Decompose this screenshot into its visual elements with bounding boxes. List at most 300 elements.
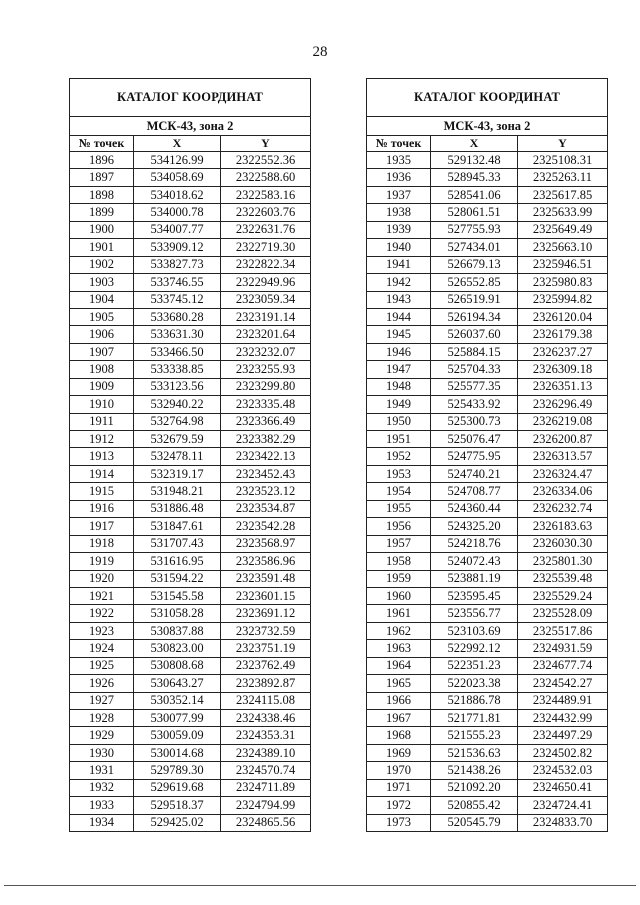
y-coordinate-cell: 2326334.06 bbox=[518, 483, 608, 500]
x-coordinate-cell: 533680.28 bbox=[134, 308, 221, 325]
table-row bbox=[70, 814, 311, 831]
point-number-cell: 1972 bbox=[367, 797, 431, 814]
point-number-cell: 1948 bbox=[367, 378, 431, 395]
point-number-cell: 1932 bbox=[70, 779, 134, 796]
point-number-cell: 1968 bbox=[367, 727, 431, 744]
table-row bbox=[367, 448, 608, 465]
x-coordinate-cell: 521438.26 bbox=[431, 762, 518, 779]
table-row bbox=[367, 186, 608, 203]
y-coordinate-cell: 2326232.74 bbox=[518, 500, 608, 517]
x-coordinate-cell: 528945.33 bbox=[431, 169, 518, 186]
point-number-cell: 1966 bbox=[367, 692, 431, 709]
x-coordinate-cell: 531948.21 bbox=[134, 483, 221, 500]
x-coordinate-cell: 524072.43 bbox=[431, 553, 518, 570]
point-number-cell: 1958 bbox=[367, 553, 431, 570]
point-number-cell: 1924 bbox=[70, 640, 134, 657]
x-coordinate-cell: 530014.68 bbox=[134, 744, 221, 761]
point-number-cell: 1941 bbox=[367, 256, 431, 273]
table-row bbox=[70, 378, 311, 395]
table-row bbox=[367, 553, 608, 570]
x-coordinate-cell: 527434.01 bbox=[431, 239, 518, 256]
column-header-y: Y bbox=[518, 136, 608, 152]
y-coordinate-cell: 2326183.63 bbox=[518, 518, 608, 535]
y-coordinate-cell: 2325633.99 bbox=[518, 204, 608, 221]
point-number-cell: 1923 bbox=[70, 622, 134, 639]
point-number-cell: 1898 bbox=[70, 186, 134, 203]
y-coordinate-cell: 2323586.96 bbox=[221, 553, 311, 570]
x-coordinate-cell: 528541.06 bbox=[431, 186, 518, 203]
x-coordinate-cell: 523595.45 bbox=[431, 587, 518, 604]
point-number-cell: 1962 bbox=[367, 622, 431, 639]
x-coordinate-cell: 534058.69 bbox=[134, 169, 221, 186]
table-row bbox=[70, 291, 311, 308]
table-row bbox=[70, 361, 311, 378]
table-row bbox=[367, 465, 608, 482]
y-coordinate-cell: 2324542.27 bbox=[518, 675, 608, 692]
y-coordinate-cell: 2323191.14 bbox=[221, 308, 311, 325]
point-number-cell: 1913 bbox=[70, 448, 134, 465]
point-number-cell: 1946 bbox=[367, 343, 431, 360]
point-number-cell: 1899 bbox=[70, 204, 134, 221]
coordinate-system-label: МСК-43, зона 2 bbox=[367, 117, 608, 136]
y-coordinate-cell: 2326313.57 bbox=[518, 448, 608, 465]
point-number-cell: 1957 bbox=[367, 535, 431, 552]
x-coordinate-cell: 526552.85 bbox=[431, 274, 518, 291]
point-number-cell: 1942 bbox=[367, 274, 431, 291]
point-number-cell: 1905 bbox=[70, 308, 134, 325]
y-coordinate-cell: 2325663.10 bbox=[518, 239, 608, 256]
table-row bbox=[367, 657, 608, 674]
y-coordinate-cell: 2324931.59 bbox=[518, 640, 608, 657]
x-coordinate-cell: 526519.91 bbox=[431, 291, 518, 308]
point-number-cell: 1927 bbox=[70, 692, 134, 709]
x-coordinate-cell: 526194.34 bbox=[431, 308, 518, 325]
x-coordinate-cell: 522992.12 bbox=[431, 640, 518, 657]
y-coordinate-cell: 2326200.87 bbox=[518, 431, 608, 448]
point-number-cell: 1915 bbox=[70, 483, 134, 500]
column-header-y: Y bbox=[221, 136, 311, 152]
x-coordinate-cell: 533466.50 bbox=[134, 343, 221, 360]
x-coordinate-cell: 533123.56 bbox=[134, 378, 221, 395]
y-coordinate-cell: 2324794.99 bbox=[221, 797, 311, 814]
x-coordinate-cell: 521555.23 bbox=[431, 727, 518, 744]
point-number-cell: 1896 bbox=[70, 152, 134, 169]
y-coordinate-cell: 2325617.85 bbox=[518, 186, 608, 203]
point-number-cell: 1950 bbox=[367, 413, 431, 430]
y-coordinate-cell: 2324389.10 bbox=[221, 744, 311, 761]
y-coordinate-cell: 2324570.74 bbox=[221, 762, 311, 779]
y-coordinate-cell: 2324489.91 bbox=[518, 692, 608, 709]
table-row bbox=[367, 396, 608, 413]
table-row bbox=[367, 587, 608, 604]
point-number-cell: 1917 bbox=[70, 518, 134, 535]
column-header-x: X bbox=[431, 136, 518, 152]
table-row bbox=[70, 622, 311, 639]
x-coordinate-cell: 531707.43 bbox=[134, 535, 221, 552]
page-number: 28 bbox=[312, 44, 328, 60]
point-number-cell: 1904 bbox=[70, 291, 134, 308]
x-coordinate-cell: 521886.78 bbox=[431, 692, 518, 709]
table-row bbox=[70, 692, 311, 709]
x-coordinate-cell: 530059.09 bbox=[134, 727, 221, 744]
coordinate-catalog-table-left bbox=[69, 78, 311, 832]
table-row bbox=[70, 152, 311, 169]
x-coordinate-cell: 524360.44 bbox=[431, 500, 518, 517]
y-coordinate-cell: 2324865.56 bbox=[221, 814, 311, 831]
point-number-cell: 1956 bbox=[367, 518, 431, 535]
point-number-cell: 1909 bbox=[70, 378, 134, 395]
y-coordinate-cell: 2322603.76 bbox=[221, 204, 311, 221]
point-number-cell: 1961 bbox=[367, 605, 431, 622]
point-number-cell: 1952 bbox=[367, 448, 431, 465]
table-row bbox=[367, 500, 608, 517]
table-row bbox=[70, 779, 311, 796]
y-coordinate-cell: 2323732.59 bbox=[221, 622, 311, 639]
point-number-cell: 1939 bbox=[367, 221, 431, 238]
point-number-cell: 1908 bbox=[70, 361, 134, 378]
y-coordinate-cell: 2323201.64 bbox=[221, 326, 311, 343]
x-coordinate-cell: 521771.81 bbox=[431, 710, 518, 727]
point-number-cell: 1929 bbox=[70, 727, 134, 744]
y-coordinate-cell: 2323232.07 bbox=[221, 343, 311, 360]
table-row bbox=[367, 605, 608, 622]
y-coordinate-cell: 2326324.47 bbox=[518, 465, 608, 482]
x-coordinate-cell: 531847.61 bbox=[134, 518, 221, 535]
y-coordinate-cell: 2325517.86 bbox=[518, 622, 608, 639]
table-row bbox=[367, 570, 608, 587]
x-coordinate-cell: 533827.73 bbox=[134, 256, 221, 273]
table-row bbox=[367, 692, 608, 709]
y-coordinate-cell: 2324724.41 bbox=[518, 797, 608, 814]
table-row bbox=[367, 535, 608, 552]
point-number-cell: 1918 bbox=[70, 535, 134, 552]
table-row bbox=[70, 396, 311, 413]
table-row bbox=[70, 448, 311, 465]
point-number-cell: 1967 bbox=[367, 710, 431, 727]
table-row bbox=[70, 570, 311, 587]
y-coordinate-cell: 2322822.34 bbox=[221, 256, 311, 273]
y-coordinate-cell: 2326030.30 bbox=[518, 535, 608, 552]
table-row bbox=[367, 378, 608, 395]
table-title: КАТАЛОГ КООРДИНАТ bbox=[70, 79, 311, 117]
x-coordinate-cell: 529789.30 bbox=[134, 762, 221, 779]
y-coordinate-cell: 2326309.18 bbox=[518, 361, 608, 378]
table-row bbox=[70, 518, 311, 535]
coordinate-system-label: МСК-43, зона 2 bbox=[70, 117, 311, 136]
table-row bbox=[367, 431, 608, 448]
table-title: КАТАЛОГ КООРДИНАТ bbox=[367, 79, 608, 117]
y-coordinate-cell: 2323335.48 bbox=[221, 396, 311, 413]
x-coordinate-cell: 521536.63 bbox=[431, 744, 518, 761]
table-row bbox=[70, 326, 311, 343]
point-number-cell: 1938 bbox=[367, 204, 431, 221]
x-coordinate-cell: 520855.42 bbox=[431, 797, 518, 814]
point-number-cell: 1936 bbox=[367, 169, 431, 186]
table-row bbox=[70, 535, 311, 552]
table-row bbox=[70, 675, 311, 692]
table-row bbox=[70, 762, 311, 779]
x-coordinate-cell: 534000.78 bbox=[134, 204, 221, 221]
point-number-cell: 1943 bbox=[367, 291, 431, 308]
y-coordinate-cell: 2323422.13 bbox=[221, 448, 311, 465]
table-row bbox=[70, 727, 311, 744]
point-number-cell: 1973 bbox=[367, 814, 431, 831]
x-coordinate-cell: 526037.60 bbox=[431, 326, 518, 343]
table-row bbox=[367, 343, 608, 360]
table-row bbox=[70, 500, 311, 517]
point-number-cell: 1945 bbox=[367, 326, 431, 343]
table-row bbox=[367, 675, 608, 692]
x-coordinate-cell: 523881.19 bbox=[431, 570, 518, 587]
point-number-cell: 1934 bbox=[70, 814, 134, 831]
point-number-cell: 1937 bbox=[367, 186, 431, 203]
table-row bbox=[70, 256, 311, 273]
point-number-cell: 1919 bbox=[70, 553, 134, 570]
y-coordinate-cell: 2326219.08 bbox=[518, 413, 608, 430]
table-row bbox=[367, 779, 608, 796]
table-row bbox=[367, 640, 608, 657]
point-number-cell: 1953 bbox=[367, 465, 431, 482]
point-number-cell: 1944 bbox=[367, 308, 431, 325]
point-number-cell: 1907 bbox=[70, 343, 134, 360]
table-row bbox=[70, 797, 311, 814]
point-number-cell: 1965 bbox=[367, 675, 431, 692]
point-number-cell: 1935 bbox=[367, 152, 431, 169]
y-coordinate-cell: 2325649.49 bbox=[518, 221, 608, 238]
point-number-cell: 1954 bbox=[367, 483, 431, 500]
point-number-cell: 1922 bbox=[70, 605, 134, 622]
x-coordinate-cell: 525076.47 bbox=[431, 431, 518, 448]
y-coordinate-cell: 2326120.04 bbox=[518, 308, 608, 325]
y-coordinate-cell: 2323601.15 bbox=[221, 587, 311, 604]
table-row bbox=[70, 710, 311, 727]
x-coordinate-cell: 533631.30 bbox=[134, 326, 221, 343]
y-coordinate-cell: 2322583.16 bbox=[221, 186, 311, 203]
y-coordinate-cell: 2325263.11 bbox=[518, 169, 608, 186]
x-coordinate-cell: 531594.22 bbox=[134, 570, 221, 587]
point-number-cell: 1928 bbox=[70, 710, 134, 727]
y-coordinate-cell: 2323892.87 bbox=[221, 675, 311, 692]
x-coordinate-cell: 526679.13 bbox=[431, 256, 518, 273]
table-row bbox=[367, 291, 608, 308]
x-coordinate-cell: 531058.28 bbox=[134, 605, 221, 622]
table-row bbox=[70, 605, 311, 622]
table-row bbox=[367, 744, 608, 761]
table-row bbox=[367, 326, 608, 343]
table-row bbox=[70, 186, 311, 203]
y-coordinate-cell: 2323534.87 bbox=[221, 500, 311, 517]
x-coordinate-cell: 524218.76 bbox=[431, 535, 518, 552]
point-number-cell: 1960 bbox=[367, 587, 431, 604]
x-coordinate-cell: 525433.92 bbox=[431, 396, 518, 413]
x-coordinate-cell: 530823.00 bbox=[134, 640, 221, 657]
y-coordinate-cell: 2323542.28 bbox=[221, 518, 311, 535]
point-number-cell: 1931 bbox=[70, 762, 134, 779]
coordinate-catalog-table-right bbox=[366, 78, 608, 832]
x-coordinate-cell: 534007.77 bbox=[134, 221, 221, 238]
x-coordinate-cell: 532764.98 bbox=[134, 413, 221, 430]
x-coordinate-cell: 528061.51 bbox=[431, 204, 518, 221]
y-coordinate-cell: 2324833.70 bbox=[518, 814, 608, 831]
y-coordinate-cell: 2324532.03 bbox=[518, 762, 608, 779]
point-number-cell: 1951 bbox=[367, 431, 431, 448]
table-row bbox=[367, 710, 608, 727]
point-number-cell: 1949 bbox=[367, 396, 431, 413]
x-coordinate-cell: 532478.11 bbox=[134, 448, 221, 465]
point-number-cell: 1901 bbox=[70, 239, 134, 256]
x-coordinate-cell: 534126.99 bbox=[134, 152, 221, 169]
table-row bbox=[70, 343, 311, 360]
x-coordinate-cell: 524325.20 bbox=[431, 518, 518, 535]
table-row bbox=[70, 169, 311, 186]
x-coordinate-cell: 524708.77 bbox=[431, 483, 518, 500]
x-coordinate-cell: 530352.14 bbox=[134, 692, 221, 709]
x-coordinate-cell: 531616.95 bbox=[134, 553, 221, 570]
table-row bbox=[70, 744, 311, 761]
point-number-cell: 1903 bbox=[70, 274, 134, 291]
table-row bbox=[70, 553, 311, 570]
x-coordinate-cell: 529132.48 bbox=[431, 152, 518, 169]
point-number-cell: 1926 bbox=[70, 675, 134, 692]
point-number-cell: 1921 bbox=[70, 587, 134, 604]
table-row bbox=[367, 727, 608, 744]
y-coordinate-cell: 2325980.83 bbox=[518, 274, 608, 291]
page-bottom-rule bbox=[4, 885, 636, 886]
y-coordinate-cell: 2323762.49 bbox=[221, 657, 311, 674]
x-coordinate-cell: 532319.17 bbox=[134, 465, 221, 482]
table-body bbox=[70, 152, 311, 832]
point-number-cell: 1902 bbox=[70, 256, 134, 273]
y-coordinate-cell: 2323691.12 bbox=[221, 605, 311, 622]
y-coordinate-cell: 2323523.12 bbox=[221, 483, 311, 500]
table-row bbox=[70, 640, 311, 657]
y-coordinate-cell: 2323299.80 bbox=[221, 378, 311, 395]
table-row bbox=[70, 221, 311, 238]
y-coordinate-cell: 2323255.93 bbox=[221, 361, 311, 378]
column-header-point-number: № точек bbox=[367, 136, 431, 152]
y-coordinate-cell: 2323382.29 bbox=[221, 431, 311, 448]
x-coordinate-cell: 530077.99 bbox=[134, 710, 221, 727]
table-row bbox=[367, 221, 608, 238]
x-coordinate-cell: 533746.55 bbox=[134, 274, 221, 291]
x-coordinate-cell: 529619.68 bbox=[134, 779, 221, 796]
y-coordinate-cell: 2325946.51 bbox=[518, 256, 608, 273]
y-coordinate-cell: 2325528.09 bbox=[518, 605, 608, 622]
column-header-x: X bbox=[134, 136, 221, 152]
y-coordinate-cell: 2322631.76 bbox=[221, 221, 311, 238]
point-number-cell: 1906 bbox=[70, 326, 134, 343]
point-number-cell: 1940 bbox=[367, 239, 431, 256]
x-coordinate-cell: 525704.33 bbox=[431, 361, 518, 378]
x-coordinate-cell: 529425.02 bbox=[134, 814, 221, 831]
table-row bbox=[367, 413, 608, 430]
table-row bbox=[70, 204, 311, 221]
table-row bbox=[367, 239, 608, 256]
table-row bbox=[367, 814, 608, 831]
x-coordinate-cell: 534018.62 bbox=[134, 186, 221, 203]
x-coordinate-cell: 532940.22 bbox=[134, 396, 221, 413]
y-coordinate-cell: 2323568.97 bbox=[221, 535, 311, 552]
y-coordinate-cell: 2324338.46 bbox=[221, 710, 311, 727]
table-row bbox=[367, 308, 608, 325]
x-coordinate-cell: 525577.35 bbox=[431, 378, 518, 395]
point-number-cell: 1914 bbox=[70, 465, 134, 482]
y-coordinate-cell: 2323059.34 bbox=[221, 291, 311, 308]
table-row bbox=[367, 152, 608, 169]
y-coordinate-cell: 2322588.60 bbox=[221, 169, 311, 186]
table-row bbox=[367, 622, 608, 639]
table-row bbox=[367, 797, 608, 814]
y-coordinate-cell: 2325801.30 bbox=[518, 553, 608, 570]
table-row bbox=[367, 518, 608, 535]
y-coordinate-cell: 2323751.19 bbox=[221, 640, 311, 657]
table-row bbox=[70, 274, 311, 291]
table-row bbox=[70, 308, 311, 325]
y-coordinate-cell: 2326296.49 bbox=[518, 396, 608, 413]
y-coordinate-cell: 2326237.27 bbox=[518, 343, 608, 360]
point-number-cell: 1964 bbox=[367, 657, 431, 674]
table-row bbox=[70, 413, 311, 430]
point-number-cell: 1925 bbox=[70, 657, 134, 674]
table-row bbox=[367, 483, 608, 500]
point-number-cell: 1916 bbox=[70, 500, 134, 517]
x-coordinate-cell: 520545.79 bbox=[431, 814, 518, 831]
point-number-cell: 1930 bbox=[70, 744, 134, 761]
y-coordinate-cell: 2325994.82 bbox=[518, 291, 608, 308]
y-coordinate-cell: 2324677.74 bbox=[518, 657, 608, 674]
y-coordinate-cell: 2322719.30 bbox=[221, 239, 311, 256]
y-coordinate-cell: 2323591.48 bbox=[221, 570, 311, 587]
y-coordinate-cell: 2324502.82 bbox=[518, 744, 608, 761]
x-coordinate-cell: 525884.15 bbox=[431, 343, 518, 360]
y-coordinate-cell: 2324353.31 bbox=[221, 727, 311, 744]
point-number-cell: 1970 bbox=[367, 762, 431, 779]
point-number-cell: 1971 bbox=[367, 779, 431, 796]
table-row bbox=[70, 431, 311, 448]
y-coordinate-cell: 2325539.48 bbox=[518, 570, 608, 587]
table-row bbox=[70, 239, 311, 256]
x-coordinate-cell: 523103.69 bbox=[431, 622, 518, 639]
y-coordinate-cell: 2323452.43 bbox=[221, 465, 311, 482]
x-coordinate-cell: 531545.58 bbox=[134, 587, 221, 604]
point-number-cell: 1963 bbox=[367, 640, 431, 657]
y-coordinate-cell: 2325529.24 bbox=[518, 587, 608, 604]
y-coordinate-cell: 2325108.31 bbox=[518, 152, 608, 169]
table-row bbox=[367, 204, 608, 221]
point-number-cell: 1897 bbox=[70, 169, 134, 186]
point-number-cell: 1911 bbox=[70, 413, 134, 430]
table-row bbox=[70, 465, 311, 482]
x-coordinate-cell: 533338.85 bbox=[134, 361, 221, 378]
y-coordinate-cell: 2323366.49 bbox=[221, 413, 311, 430]
x-coordinate-cell: 521092.20 bbox=[431, 779, 518, 796]
table-row bbox=[70, 587, 311, 604]
table-row bbox=[367, 274, 608, 291]
x-coordinate-cell: 530643.27 bbox=[134, 675, 221, 692]
y-coordinate-cell: 2324115.08 bbox=[221, 692, 311, 709]
x-coordinate-cell: 530808.68 bbox=[134, 657, 221, 674]
y-coordinate-cell: 2326179.38 bbox=[518, 326, 608, 343]
table-row bbox=[367, 256, 608, 273]
y-coordinate-cell: 2324650.41 bbox=[518, 779, 608, 796]
y-coordinate-cell: 2326351.13 bbox=[518, 378, 608, 395]
x-coordinate-cell: 529518.37 bbox=[134, 797, 221, 814]
x-coordinate-cell: 533909.12 bbox=[134, 239, 221, 256]
x-coordinate-cell: 523556.77 bbox=[431, 605, 518, 622]
point-number-cell: 1900 bbox=[70, 221, 134, 238]
table-row bbox=[367, 361, 608, 378]
x-coordinate-cell: 522351.23 bbox=[431, 657, 518, 674]
